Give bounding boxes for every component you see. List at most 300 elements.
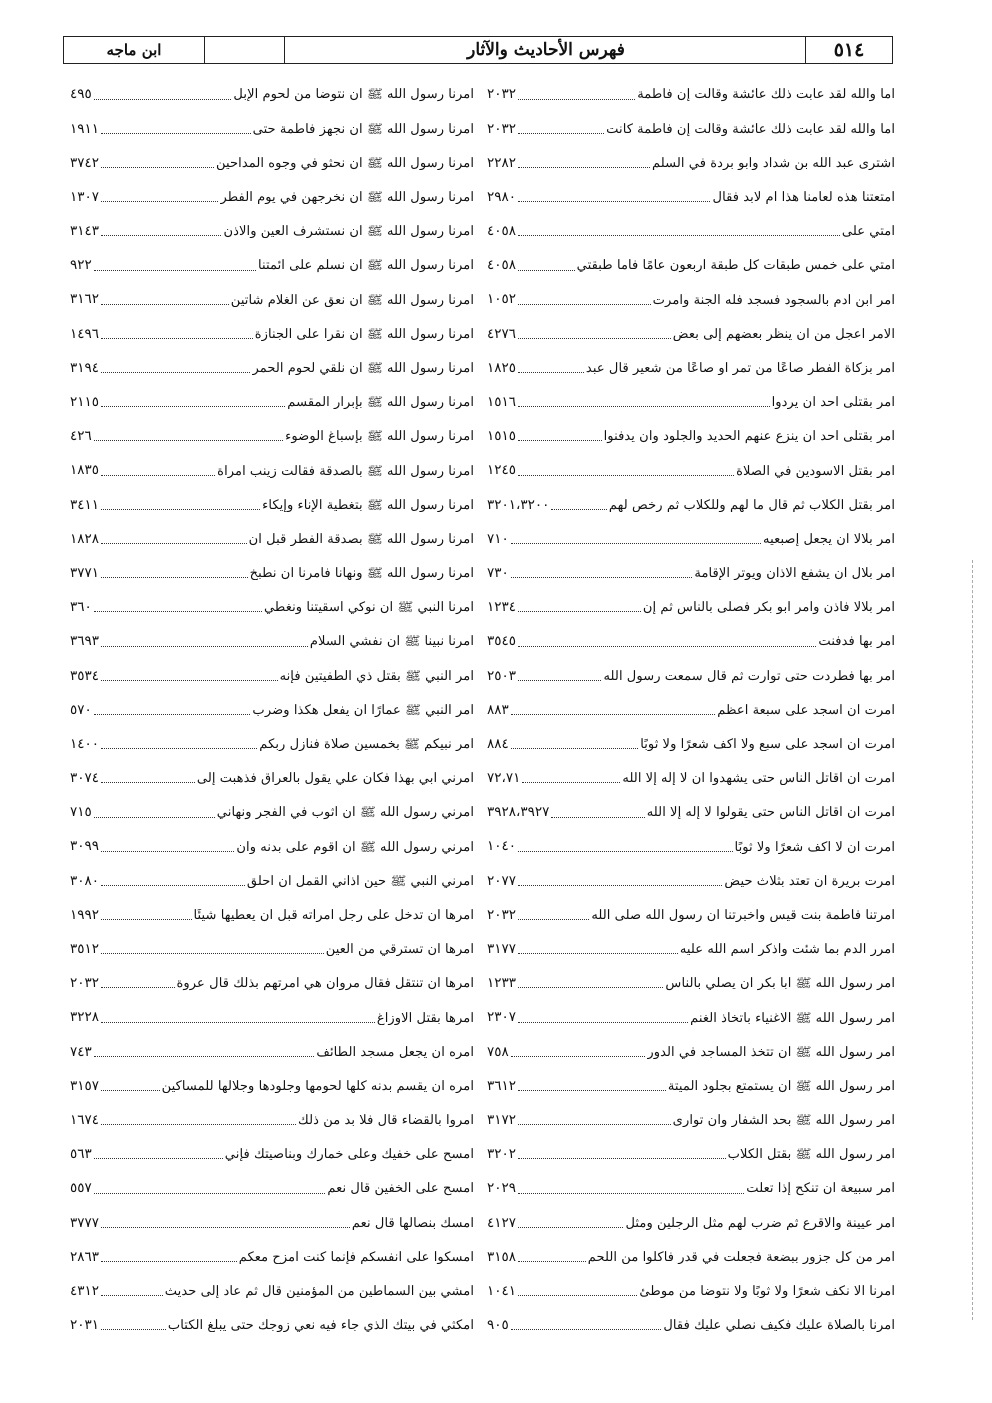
index-entry <box>70 283 474 317</box>
entry-text: أمر بقتل الكلاب ثم قال ما لهم وللكلاب ثم رخص لهم <box>608 498 895 512</box>
entry-reference: ٤٠٥٨ <box>487 257 517 274</box>
leader-dots <box>518 201 710 202</box>
index-entry <box>70 146 474 180</box>
entry-reference: ٣٠٧٤ <box>70 770 100 787</box>
entry-reference: ٢٩٨٠ <box>487 188 517 205</box>
entry-text: أمر عيينة والأقرع ثم ضرب لهم مثل الرجلين ومثل <box>625 1216 895 1230</box>
index-entry <box>70 1240 474 1274</box>
entry-text: أمرنا رسول الله ﷺ بصدقة الفطر قبل أن <box>248 532 474 547</box>
leader-dots <box>518 1124 671 1125</box>
index-entry <box>487 899 895 933</box>
index-entry <box>487 762 895 796</box>
index-entry <box>487 728 895 762</box>
index-entry <box>70 1069 474 1103</box>
index-entry <box>487 1172 895 1206</box>
entry-reference: ٣٦٠ <box>70 599 92 616</box>
leader-dots <box>518 167 650 168</box>
leader-dots <box>101 1295 163 1296</box>
leader-dots <box>518 372 584 373</box>
entry-reference: ٣٥١٢ <box>70 941 100 958</box>
leader-dots <box>518 646 816 647</box>
index-entry <box>487 488 895 522</box>
entry-reference: ١٢٣٣ <box>487 975 517 992</box>
entry-reference: ٣١٧٢ <box>487 1111 517 1128</box>
leader-dots <box>101 1261 237 1262</box>
leader-dots <box>518 440 602 441</box>
entry-reference: ٣٥٤٥ <box>487 633 517 650</box>
entry-text: أمر رسول الله ﷺ بحد الشفار وأن توارى <box>672 1114 895 1128</box>
entry-text: أمرنا النبي ﷺ أن نوكي أسقيتنا ونغطي <box>263 601 474 615</box>
leader-dots <box>94 817 215 818</box>
entry-text: أمسكوا على أنفسكم فإنما كنت أمزح معكم <box>238 1250 474 1265</box>
leader-dots <box>94 1056 315 1057</box>
entry-text: أمرت أن أسجد على سبع ولا أكف شعرًا ولا ثوبًا <box>640 738 895 752</box>
entry-reference: ٣٤١١ <box>70 496 100 513</box>
index-entry <box>487 1240 895 1274</box>
leader-dots <box>94 99 232 100</box>
entry-text: أمر النبي ﷺ عمارًا أن يفعل هكذا وضرب <box>252 703 474 718</box>
page-title: فهرس الأحاديث والآثار <box>467 40 625 60</box>
entry-reference: ١٥١٦ <box>487 394 517 411</box>
index-entry <box>487 249 895 283</box>
entry-text: أمر من كل جزور ببضعة فجعلت في قدر فأكلوا من اللحم <box>587 1250 895 1265</box>
index-entry <box>70 1275 474 1309</box>
index-entry <box>487 591 895 625</box>
leader-dots <box>511 1329 662 1330</box>
index-entry <box>487 796 895 830</box>
leader-dots <box>518 611 641 612</box>
entry-text: أمر بلال أن يشفع الأذان ويوتر الإقامة <box>694 567 895 581</box>
index-entry <box>70 1035 474 1069</box>
entry-reference: ٣١٧٧ <box>487 941 517 958</box>
entry-reference: ٢٠٣٢ <box>487 86 517 103</box>
entry-reference: ٢٠٣٢ <box>487 906 517 923</box>
leader-dots <box>518 1295 637 1296</box>
index-entry <box>487 625 895 659</box>
entry-text: امسح على خفيك وعلى خمارك وبناصيتك فإني <box>224 1148 474 1162</box>
entry-reference: ٥٦٣ <box>70 1146 92 1163</box>
index-entry <box>70 317 474 351</box>
entry-text: أمرنا رسول الله ﷺ بإبرار المقسم <box>287 396 474 410</box>
leader-dots <box>101 987 174 988</box>
index-entry <box>487 352 895 386</box>
leader-dots <box>518 1022 688 1023</box>
index-entry <box>487 864 895 898</box>
index-entry <box>70 659 474 693</box>
leader-dots <box>101 1329 166 1330</box>
index-entry <box>70 488 474 522</box>
index-entry <box>487 1138 895 1172</box>
leader-dots <box>518 475 734 476</box>
entry-reference: ١٤٩٦ <box>70 325 100 342</box>
index-entry <box>487 830 895 864</box>
scan-margin-line <box>972 560 974 1320</box>
index-entry <box>70 899 474 933</box>
entry-reference: ٧١٠ <box>487 530 509 547</box>
entry-reference: ١٠٤٠ <box>487 838 517 855</box>
leader-dots <box>518 885 722 886</box>
leader-dots <box>518 338 671 339</box>
entry-text: أمر بها فطردت حتى توارت ثم قال سمعت رسول الله <box>603 669 895 683</box>
leader-dots <box>511 1056 646 1057</box>
entry-reference: ٤٣١٢ <box>70 1282 100 1299</box>
entry-reference: ٨٨٣ <box>487 701 509 718</box>
leader-dots <box>518 99 635 100</box>
entry-reference: ٢٠٢٩ <box>487 1180 517 1197</box>
index-entry <box>487 283 895 317</box>
index-entry <box>487 112 895 146</box>
leader-dots <box>101 1022 375 1023</box>
entry-text: أمر النبي ﷺ بقتل ذي الطفيتين فإنه <box>279 669 474 683</box>
entry-text: أمتي على <box>841 225 895 239</box>
entry-reference: ٣١٥٨ <box>487 1248 517 1265</box>
leader-dots <box>101 475 215 476</box>
entry-text: أمرر الدم بما شئت واذكر اسم الله عليه <box>679 943 895 957</box>
entry-text: اشترى عبد الله بن شداد وأبو بردة في السلم <box>651 156 895 171</box>
index-entry <box>487 1069 895 1103</box>
leader-dots <box>518 1090 666 1091</box>
entry-text: أمر بقتل الأسودين في الصلاة <box>736 464 895 478</box>
entry-reference: ٤٠٥٨ <box>487 223 517 240</box>
leader-dots <box>518 133 604 134</box>
entry-text: أمرني أبي بهذا فكان علي يقول بالعراق فذهبت إلى <box>196 772 474 786</box>
entry-reference: ٣٦١٢ <box>487 1077 517 1094</box>
index-entry <box>70 762 474 796</box>
index-entry <box>70 625 474 659</box>
index-entry <box>70 1309 474 1343</box>
leader-dots <box>101 543 247 544</box>
index-entry <box>70 591 474 625</box>
index-entry <box>70 1206 474 1240</box>
entry-text: أمرها أن تدخل على رجل امرأته قبل أن يعطيها شيئًا <box>193 908 474 923</box>
leader-dots <box>101 782 195 783</box>
leader-dots <box>101 577 248 578</box>
entry-reference: ٣١٥٧ <box>70 1077 100 1094</box>
entry-reference: ٢٠٣٢ <box>487 120 517 137</box>
entry-text: أمرنا رسول الله ﷺ أن نحثو في وجوه المداحين <box>215 156 474 171</box>
entry-text: أمروا بالقضاء قال فلا بد من ذلك <box>298 1114 474 1128</box>
index-entry <box>70 1001 474 1035</box>
entry-text: أمرنا رسول الله ﷺ أن نجهز فاطمة حتى <box>252 122 474 136</box>
entry-reference: ٢٨٦٣ <box>70 1248 100 1265</box>
leader-dots <box>101 680 278 681</box>
entry-text: أمرنا رسول الله ﷺ أن نقرأ على الجنازة <box>254 327 474 341</box>
index-entry <box>487 454 895 488</box>
header-empty-cell <box>204 37 285 63</box>
entry-text: أمرني رسول الله ﷺ أن أثوب في الفجر ونهاني <box>216 806 474 820</box>
entry-text: أمرها بقتل الأوزاغ <box>376 1011 474 1025</box>
entry-reference: ٣٠٩٩ <box>70 838 100 855</box>
index-entry <box>487 1001 895 1035</box>
entry-reference: ١٨٣٥ <box>70 462 100 479</box>
entry-reference: ٣٠٨٠ <box>70 872 100 889</box>
leader-dots <box>101 953 324 954</box>
leader-dots <box>518 1158 726 1159</box>
entry-text: أمر بلالًا أن يجعل إصبعيه <box>763 532 895 547</box>
leader-dots <box>101 646 308 647</box>
leader-dots <box>101 201 218 202</box>
entry-text: أمر رسول الله ﷺ الأغنياء باتخاذ الغنم <box>690 1011 895 1025</box>
index-entry <box>70 352 474 386</box>
entry-reference: ٤٩٥ <box>70 86 92 103</box>
book-name: ابن ماجه <box>64 37 205 63</box>
entry-text: أمرني رسول الله ﷺ أن أقوم على بدنه وأن <box>236 840 474 854</box>
index-entry <box>487 557 895 591</box>
leader-dots <box>518 919 589 920</box>
entry-text: أمر رسول الله ﷺ أن يستمتع بجلود الميتة <box>667 1079 895 1094</box>
entry-reference: ٣٧٧٧ <box>70 1214 100 1231</box>
leader-dots <box>101 919 191 920</box>
entry-text: أمر بلالًا فأذن وأمر أبو بكر فصلى بالناس ثم إن <box>642 601 895 615</box>
index-entry <box>70 1104 474 1138</box>
entry-reference: ٢٣٠٧ <box>487 1009 517 1026</box>
leader-dots <box>518 1261 586 1262</box>
entry-reference: ٩٢٢ <box>70 257 92 274</box>
index-entry <box>70 693 474 727</box>
entry-text: الأمر أعجل من أن ينظر بعضهم إلى بعض <box>672 327 895 341</box>
entry-text: أمر نبيكم ﷺ بخمسين صلاة فنازل ربكم <box>259 738 474 752</box>
entry-text: أمرنا رسول الله ﷺ بتغطية الإناء وإيكاء <box>262 498 474 512</box>
leader-dots <box>94 440 283 441</box>
entry-text: أمرت أن أسجد على سبعة أعظم <box>717 703 895 718</box>
entry-reference: ١٥١٥ <box>487 428 517 445</box>
entry-text: أمر ابن آدم بالسجود فسجد فله الجنة وأمرت <box>652 293 895 307</box>
entry-reference: ١٩١١ <box>70 120 100 137</box>
entry-text: أمرنا بالصلاة عليك فكيف نصلي عليك فقال <box>663 1319 895 1333</box>
leader-dots <box>101 748 257 749</box>
index-entry <box>487 420 895 454</box>
leader-dots <box>551 817 644 818</box>
index-entry <box>70 830 474 864</box>
leader-dots <box>511 714 716 715</box>
leader-dots <box>94 1158 223 1159</box>
entry-reference: ٢٢٨٢ <box>487 154 517 171</box>
entry-text: أمرت بريرة أن تعتد بثلاث حيض <box>724 874 895 888</box>
entry-reference: ١٨٢٨ <box>70 530 100 547</box>
entry-reference: ٧٢،٧١ <box>487 770 521 787</box>
index-entry <box>70 181 474 215</box>
entry-text: أمرنا رسول الله ﷺ أن نستشرف العين والأذن <box>223 225 474 239</box>
leader-dots <box>511 543 761 544</box>
entry-reference: ٥٧٠ <box>70 701 92 718</box>
index-entry <box>487 693 895 727</box>
entry-text: أمر رسول الله ﷺ أن تتخذ المساجد في الدور <box>647 1045 895 1059</box>
index-entry <box>487 317 895 351</box>
entry-text: أمسح على الخفين قال نعم <box>327 1182 474 1196</box>
index-entry <box>70 933 474 967</box>
index-entry <box>70 1172 474 1206</box>
index-entry <box>487 1206 895 1240</box>
entry-text: أمسك بنصالها قال نعم <box>351 1216 474 1230</box>
index-entry <box>487 1035 895 1069</box>
entry-reference: ٩٠٥ <box>487 1317 509 1334</box>
entry-reference: ٤٢٦ <box>70 428 92 445</box>
leader-dots <box>101 1090 160 1091</box>
entry-text: أما والله لقد عابت ذلك عائشة وقالت إن فاطمة <box>637 88 895 102</box>
entry-text: أمرنا رسول الله ﷺ أن نلقي لحوم الحمر <box>252 361 474 376</box>
index-entry <box>70 557 474 591</box>
index-entry <box>70 1138 474 1172</box>
entry-reference: ٣٢٠١،٣٢٠٠ <box>487 496 550 513</box>
leader-dots <box>101 372 250 373</box>
entry-reference: ١٠٥٢ <box>487 291 517 308</box>
index-entry <box>70 249 474 283</box>
entry-text: أمرتنا فاطمة بنت قيس وأخبرتنا أن رسول الله صلى الله <box>591 908 895 923</box>
leader-dots <box>518 680 601 681</box>
entry-reference: ١٤٠٠ <box>70 735 100 752</box>
entry-reference: ٥٥٧ <box>70 1180 92 1197</box>
entry-reference: ١٨٢٥ <box>487 359 517 376</box>
leader-dots <box>101 509 260 510</box>
index-entry <box>487 1309 895 1343</box>
entry-reference: ٤٢٧٦ <box>487 325 517 342</box>
leader-dots <box>518 1193 744 1194</box>
entry-text: أمر رسول الله ﷺ بقتل الكلاب <box>727 1148 895 1162</box>
entry-reference: ٣٥٣٤ <box>70 667 100 684</box>
index-entry <box>487 1104 895 1138</box>
entry-reference: ٣٧٤٢ <box>70 154 100 171</box>
index-entry <box>70 420 474 454</box>
leader-dots <box>101 304 229 305</box>
entry-reference: ٢٥٠٣ <box>487 667 517 684</box>
index-entry <box>487 933 895 967</box>
leader-dots <box>101 235 221 236</box>
entry-text: أمر سبيعة أن تنكح إذا تعلت <box>746 1182 895 1196</box>
entry-text: أمتعتنا هذه لعامنا هذا أم لأبد فقال <box>712 191 895 205</box>
leader-dots <box>94 611 262 612</box>
index-entry <box>487 1275 895 1309</box>
entry-reference: ٧٣٠ <box>487 564 509 581</box>
entry-text: امشي بين السماطين من المؤمنين قال ثم عاد إلى حديث <box>164 1285 474 1299</box>
leader-dots <box>94 714 251 715</box>
entry-text: أمرنا رسول الله ﷺ أن نسلم على أئمتنا <box>258 259 474 273</box>
entry-reference: ٣٢٢٨ <box>70 1009 100 1026</box>
entry-reference: ٢٠٧٧ <box>487 872 517 889</box>
entry-text: أمرت أن أقاتل الناس حتى يقولوا لا إله إلا الله <box>646 806 895 820</box>
entry-reference: ٢٠٣١ <box>70 1317 100 1334</box>
entry-text: أمرنا رسول الله ﷺ أن نتوضأ من لحوم الإبل <box>233 88 474 102</box>
entry-reference: ١٣٠٧ <box>70 188 100 205</box>
index-entry <box>487 181 895 215</box>
index-entry <box>70 967 474 1001</box>
index-entry <box>70 215 474 249</box>
index-entry <box>487 386 895 420</box>
leader-dots <box>518 851 733 852</box>
index-entry <box>487 659 895 693</box>
index-entry <box>487 522 895 556</box>
index-entry <box>70 112 474 146</box>
entry-text: أمر بزكاة الفطر صاعًا من تمر أو صاعًا من شعير قال عبد <box>585 361 895 376</box>
index-entry <box>70 522 474 556</box>
entry-text: أمر رسول الله ﷺ أبا بكر أن يصلي بالناس <box>665 977 895 991</box>
leader-dots <box>101 1227 350 1228</box>
entry-reference: ٨٨٤ <box>487 735 509 752</box>
leader-dots <box>94 1193 326 1194</box>
entry-text: أمرنا نبينا ﷺ أن نفشي السلام <box>309 635 474 649</box>
entry-text: أمرنا رسول الله ﷺ بالصدقة فقالت زينب امرأة <box>217 464 474 478</box>
entry-text: أمرني النبي ﷺ حين آذاني القمل أن أحلق <box>246 874 474 888</box>
leader-dots <box>101 851 234 852</box>
leader-dots <box>101 133 251 134</box>
entry-text: أمر بها فدفنت <box>818 635 895 649</box>
entry-text: أمره أن يقسم بدنه كلها لحومها وجلودها وجلالها للمساكين <box>161 1079 474 1094</box>
entry-reference: ٣٩٢٨،٣٩٢٧ <box>487 804 550 821</box>
leader-dots <box>94 270 256 271</box>
entry-reference: ٣١٤٣ <box>70 223 100 240</box>
leader-dots <box>518 1227 623 1228</box>
leader-dots <box>518 406 770 407</box>
entry-reference: ٣٢٠٢ <box>487 1146 517 1163</box>
index-entry <box>487 215 895 249</box>
entry-reference: ٧٤٣ <box>70 1043 92 1060</box>
entry-text: أمره أن يجعل مسجد الطائف <box>316 1045 474 1059</box>
entry-reference: ٣٧٧١ <box>70 564 100 581</box>
entry-text: أمر بقتلى أحد أن ينزع عنهم الحديد والجلود وأن يدفنوا <box>603 430 895 444</box>
leader-dots <box>101 885 245 886</box>
leader-dots <box>101 1124 296 1125</box>
leader-dots <box>518 953 678 954</box>
entry-text: أمرنا ألا نكف شعرًا ولا ثوبًا ولا نتوضأ من موطئ <box>639 1285 895 1299</box>
entry-text: أمر بقتلى أحد أن يردوا <box>771 396 895 410</box>
leader-dots <box>101 406 285 407</box>
entry-text: أمرنا رسول الله ﷺ ونهانا فأمرنا أن نطبخ <box>249 567 474 581</box>
page-header <box>63 36 893 64</box>
entry-text: أمرت أن أقاتل الناس حتى يشهدوا أن لا إله إلا الله <box>622 772 895 786</box>
index-entry <box>487 967 895 1001</box>
index-entry <box>487 146 895 180</box>
entry-text: امكثي في بيتك الذي جاء فيه نعي زوجك حتى يبلغ الكتاب <box>167 1319 474 1333</box>
entry-reference: ٢٠٣٢ <box>70 975 100 992</box>
entry-reference: ٢١١٥ <box>70 394 100 411</box>
entry-text: أمتي على خمس طبقات كل طبقة أربعون عامًا فأما طبقتي <box>576 259 895 273</box>
entry-reference: ٣١٦٢ <box>70 291 100 308</box>
entry-reference: ٣١٩٤ <box>70 359 100 376</box>
entry-reference: ٣٦٩٣ <box>70 633 100 650</box>
leader-dots <box>518 235 840 236</box>
entry-text: أمرنا رسول الله ﷺ أن نعق عن الغلام شاتين <box>230 293 474 307</box>
left-column <box>70 78 474 1343</box>
leader-dots <box>511 748 638 749</box>
entry-reference: ١٦٧٤ <box>70 1111 100 1128</box>
entry-text: أما والله لقد عابت ذلك عائشة وقالت إن فاطمة كانت <box>606 122 895 136</box>
leader-dots <box>518 270 575 271</box>
entry-reference: ٧١٥ <box>70 804 92 821</box>
leader-dots <box>101 167 214 168</box>
index-entry <box>70 796 474 830</box>
index-entry <box>70 864 474 898</box>
entry-reference: ٤١٢٧ <box>487 1214 517 1231</box>
index-entry <box>487 78 895 112</box>
entry-reference: ١٢٣٤ <box>487 599 517 616</box>
right-column <box>487 78 895 1343</box>
entry-text: أمرها أن تسترقي من العين <box>325 943 474 957</box>
page-number: ٥١٤ <box>805 37 892 63</box>
entry-reference: ٧٥٨ <box>487 1043 509 1060</box>
leader-dots <box>518 987 663 988</box>
entry-text: أمرنا رسول الله ﷺ أن نخرجهن في يوم الفطر <box>220 191 474 205</box>
entry-text: أمرنا رسول الله ﷺ بإسباغ الوضوء <box>285 430 474 444</box>
entry-text: أمرت أن لا أكف شعرًا ولا ثوبًا <box>734 840 895 854</box>
leader-dots <box>518 304 651 305</box>
leader-dots <box>101 338 253 339</box>
entry-reference: ١٩٩٢ <box>70 906 100 923</box>
index-entry <box>70 728 474 762</box>
index-entry <box>70 454 474 488</box>
leader-dots <box>511 577 693 578</box>
entry-reference: ١٠٤١ <box>487 1282 517 1299</box>
leader-dots <box>522 782 620 783</box>
index-entry <box>70 78 474 112</box>
